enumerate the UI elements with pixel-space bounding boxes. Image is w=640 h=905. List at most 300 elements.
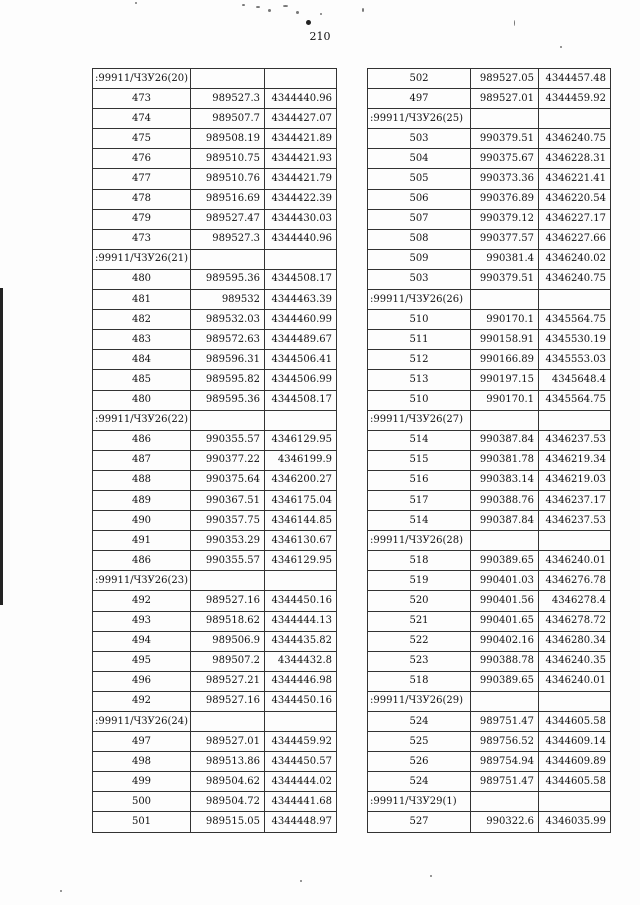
coordinate-row xyxy=(93,109,337,129)
point-number-cell: 514 xyxy=(368,511,471,531)
y-coordinate-cell: 4346035.99 xyxy=(539,812,611,832)
point-number-cell: 501 xyxy=(93,812,191,832)
x-coordinate-cell: 990353.29 xyxy=(191,531,265,551)
parcel-header-row xyxy=(368,109,611,129)
coordinate-row xyxy=(93,269,337,289)
point-number-cell: 514 xyxy=(368,430,471,450)
x-coordinate-cell: 990389.65 xyxy=(471,551,539,571)
x-coordinate-cell: 989527.01 xyxy=(191,732,265,752)
parcel-label: :99911/ЧЗУ26(20) xyxy=(93,69,191,89)
y-coordinate-cell: 4344457.48 xyxy=(539,69,611,89)
y-coordinate-cell: 4344605.58 xyxy=(539,712,611,732)
coordinate-row xyxy=(368,370,611,390)
coordinate-row xyxy=(368,712,611,732)
x-coordinate-cell: 990166.89 xyxy=(471,350,539,370)
coordinate-row xyxy=(368,189,611,209)
point-number-cell: 515 xyxy=(368,450,471,470)
x-coordinate-cell: 990355.57 xyxy=(191,430,265,450)
coordinate-row xyxy=(93,651,337,671)
x-coordinate-cell: 990402.16 xyxy=(471,631,539,651)
y-coordinate-cell: 4346220.54 xyxy=(539,189,611,209)
y-coordinate-cell: 4346227.66 xyxy=(539,229,611,249)
x-coordinate-cell: 989508.19 xyxy=(191,129,265,149)
y-coordinate-cell: 4346129.95 xyxy=(265,430,337,450)
empty-cell xyxy=(471,792,539,812)
parcel-label: :99911/ЧЗУ26(22) xyxy=(93,410,191,430)
y-coordinate-cell: 4344508.17 xyxy=(265,269,337,289)
point-number-cell: 508 xyxy=(368,229,471,249)
y-coordinate-cell: 4346199.9 xyxy=(265,450,337,470)
x-coordinate-cell: 989527.3 xyxy=(191,229,265,249)
y-coordinate-cell: 4345530.19 xyxy=(539,330,611,350)
y-coordinate-cell: 4346278.72 xyxy=(539,611,611,631)
parcel-label: :99911/ЧЗУ26(21) xyxy=(93,249,191,269)
coordinate-row xyxy=(93,691,337,711)
coordinate-row xyxy=(93,390,337,410)
x-coordinate-cell: 990379.51 xyxy=(471,269,539,289)
coordinate-row xyxy=(368,591,611,611)
y-coordinate-cell: 4344609.14 xyxy=(539,732,611,752)
coordinate-row xyxy=(368,470,611,490)
y-coordinate-cell: 4344444.02 xyxy=(265,772,337,792)
y-coordinate-cell: 4346237.53 xyxy=(539,430,611,450)
point-number-cell: 491 xyxy=(93,531,191,551)
x-coordinate-cell: 989532 xyxy=(191,290,265,310)
point-number-cell: 492 xyxy=(93,591,191,611)
x-coordinate-cell: 989595.82 xyxy=(191,370,265,390)
point-number-cell: 504 xyxy=(368,149,471,169)
y-coordinate-cell: 4346221.41 xyxy=(539,169,611,189)
coordinate-row xyxy=(93,149,337,169)
point-number-cell: 497 xyxy=(93,732,191,752)
point-number-cell: 474 xyxy=(93,109,191,129)
coordinate-row xyxy=(93,490,337,510)
x-coordinate-cell: 989527.16 xyxy=(191,691,265,711)
x-coordinate-cell: 989527.16 xyxy=(191,591,265,611)
empty-cell xyxy=(191,69,265,89)
x-coordinate-cell: 990388.78 xyxy=(471,651,539,671)
x-coordinate-cell: 990355.57 xyxy=(191,551,265,571)
y-coordinate-cell: 4346227.17 xyxy=(539,209,611,229)
point-number-cell: 486 xyxy=(93,430,191,450)
x-coordinate-cell: 990379.51 xyxy=(471,129,539,149)
x-coordinate-cell: 989507.2 xyxy=(191,651,265,671)
point-number-cell: 489 xyxy=(93,490,191,510)
x-coordinate-cell: 990170.1 xyxy=(471,390,539,410)
parcel-label: :99911/ЧЗУ26(28) xyxy=(368,531,471,551)
x-coordinate-cell: 990401.65 xyxy=(471,611,539,631)
coordinate-row xyxy=(368,229,611,249)
coordinate-row xyxy=(93,591,337,611)
coordinate-row xyxy=(368,390,611,410)
y-coordinate-cell: 4344440.96 xyxy=(265,89,337,109)
y-coordinate-cell: 4344430.03 xyxy=(265,209,337,229)
coordinates-table-right xyxy=(367,68,611,833)
x-coordinate-cell: 990381.4 xyxy=(471,249,539,269)
y-coordinate-cell: 4346200.27 xyxy=(265,470,337,490)
x-coordinate-cell: 990373.36 xyxy=(471,169,539,189)
point-number-cell: 485 xyxy=(93,370,191,390)
x-coordinate-cell: 989532.03 xyxy=(191,310,265,330)
point-number-cell: 503 xyxy=(368,129,471,149)
point-number-cell: 507 xyxy=(368,209,471,229)
x-coordinate-cell: 989595.36 xyxy=(191,390,265,410)
y-coordinate-cell: 4344421.93 xyxy=(265,149,337,169)
empty-cell xyxy=(539,290,611,310)
parcel-label: :99911/ЧЗУ26(27) xyxy=(368,410,471,430)
parcel-header-row xyxy=(93,712,337,732)
y-coordinate-cell: 4344432.8 xyxy=(265,651,337,671)
parcel-label: :99911/ЧЗУ26(25) xyxy=(368,109,471,129)
y-coordinate-cell: 4346237.17 xyxy=(539,490,611,510)
point-number-cell: 475 xyxy=(93,129,191,149)
empty-cell xyxy=(265,712,337,732)
coordinate-row xyxy=(368,249,611,269)
point-number-cell: 490 xyxy=(93,511,191,531)
y-coordinate-cell: 4344450.16 xyxy=(265,691,337,711)
point-number-cell: 496 xyxy=(93,671,191,691)
parcel-header-row xyxy=(93,69,337,89)
y-coordinate-cell: 4345553.03 xyxy=(539,350,611,370)
coordinate-row xyxy=(368,671,611,691)
y-coordinate-cell: 4345648.4 xyxy=(539,370,611,390)
x-coordinate-cell: 989596.31 xyxy=(191,350,265,370)
point-number-cell: 478 xyxy=(93,189,191,209)
x-coordinate-cell: 989527.21 xyxy=(191,671,265,691)
point-number-cell: 506 xyxy=(368,189,471,209)
y-coordinate-cell: 4344422.39 xyxy=(265,189,337,209)
coordinate-row xyxy=(93,189,337,209)
x-coordinate-cell: 990375.64 xyxy=(191,470,265,490)
point-number-cell: 509 xyxy=(368,249,471,269)
y-coordinate-cell: 4346129.95 xyxy=(265,551,337,571)
x-coordinate-cell: 990377.57 xyxy=(471,229,539,249)
x-coordinate-cell: 989572.63 xyxy=(191,330,265,350)
x-coordinate-cell: 990197.15 xyxy=(471,370,539,390)
x-coordinate-cell: 990377.22 xyxy=(191,450,265,470)
y-coordinate-cell: 4344446.98 xyxy=(265,671,337,691)
parcel-header-row xyxy=(93,249,337,269)
y-coordinate-cell: 4344459.92 xyxy=(539,89,611,109)
point-number-cell: 497 xyxy=(368,89,471,109)
page-number: 210 xyxy=(309,30,331,43)
parcel-header-row xyxy=(368,531,611,551)
coordinate-row xyxy=(93,671,337,691)
point-number-cell: 511 xyxy=(368,330,471,350)
x-coordinate-cell: 989751.47 xyxy=(471,772,539,792)
x-coordinate-cell: 990158.91 xyxy=(471,330,539,350)
x-coordinate-cell: 989527.01 xyxy=(471,89,539,109)
parcel-label: :99911/ЧЗУ26(29) xyxy=(368,691,471,711)
x-coordinate-cell: 990357.75 xyxy=(191,511,265,531)
point-number-cell: 525 xyxy=(368,732,471,752)
coordinate-row xyxy=(93,792,337,812)
coordinate-row xyxy=(368,310,611,330)
empty-cell xyxy=(191,571,265,591)
x-coordinate-cell: 990170.1 xyxy=(471,310,539,330)
coordinate-row xyxy=(368,511,611,531)
point-number-cell: 486 xyxy=(93,551,191,571)
coordinate-row xyxy=(93,330,337,350)
coordinates-table-left xyxy=(92,68,337,833)
coordinate-row xyxy=(93,209,337,229)
point-number-cell: 520 xyxy=(368,591,471,611)
y-coordinate-cell: 4346240.01 xyxy=(539,551,611,571)
empty-cell xyxy=(471,109,539,129)
point-number-cell: 519 xyxy=(368,571,471,591)
point-number-cell: 492 xyxy=(93,691,191,711)
coordinate-row xyxy=(93,631,337,651)
y-coordinate-cell: 4344444.13 xyxy=(265,611,337,631)
x-coordinate-cell: 990401.03 xyxy=(471,571,539,591)
coordinate-row xyxy=(93,310,337,330)
parcel-label: :99911/ЧЗУ26(23) xyxy=(93,571,191,591)
parcel-header-row xyxy=(93,571,337,591)
x-coordinate-cell: 989513.86 xyxy=(191,752,265,772)
point-number-cell: 476 xyxy=(93,149,191,169)
point-number-cell: 523 xyxy=(368,651,471,671)
point-number-cell: 500 xyxy=(93,792,191,812)
y-coordinate-cell: 4344421.89 xyxy=(265,129,337,149)
coordinate-row xyxy=(368,490,611,510)
empty-cell xyxy=(265,571,337,591)
point-number-cell: 524 xyxy=(368,772,471,792)
x-coordinate-cell: 990379.12 xyxy=(471,209,539,229)
y-coordinate-cell: 4346240.02 xyxy=(539,249,611,269)
coordinate-row xyxy=(93,450,337,470)
parcel-header-row xyxy=(368,792,611,812)
empty-cell xyxy=(471,691,539,711)
y-coordinate-cell: 4346228.31 xyxy=(539,149,611,169)
y-coordinate-cell: 4344506.99 xyxy=(265,370,337,390)
y-coordinate-cell: 4344435.82 xyxy=(265,631,337,651)
coordinate-row xyxy=(368,69,611,89)
empty-cell xyxy=(539,531,611,551)
x-coordinate-cell: 989504.72 xyxy=(191,792,265,812)
coordinate-row xyxy=(93,470,337,490)
coordinate-row xyxy=(368,571,611,591)
coordinate-row xyxy=(93,752,337,772)
coordinate-row xyxy=(368,651,611,671)
point-number-cell: 481 xyxy=(93,290,191,310)
point-number-cell: 494 xyxy=(93,631,191,651)
point-number-cell: 483 xyxy=(93,330,191,350)
point-number-cell: 524 xyxy=(368,712,471,732)
x-coordinate-cell: 990375.67 xyxy=(471,149,539,169)
coordinate-row xyxy=(93,531,337,551)
x-coordinate-cell: 990387.84 xyxy=(471,430,539,450)
parcel-header-row xyxy=(93,410,337,430)
point-number-cell: 499 xyxy=(93,772,191,792)
x-coordinate-cell: 989518.62 xyxy=(191,611,265,631)
y-coordinate-cell: 4344441.68 xyxy=(265,792,337,812)
coordinate-row xyxy=(368,430,611,450)
x-coordinate-cell: 989510.76 xyxy=(191,169,265,189)
point-number-cell: 480 xyxy=(93,390,191,410)
x-coordinate-cell: 990322.6 xyxy=(471,812,539,832)
x-coordinate-cell: 989504.62 xyxy=(191,772,265,792)
coordinate-row xyxy=(368,149,611,169)
coordinate-row xyxy=(93,611,337,631)
coordinate-row xyxy=(93,772,337,792)
x-coordinate-cell: 989751.47 xyxy=(471,712,539,732)
point-number-cell: 513 xyxy=(368,370,471,390)
y-coordinate-cell: 4344421.79 xyxy=(265,169,337,189)
y-coordinate-cell: 4344605.58 xyxy=(539,772,611,792)
x-coordinate-cell: 989756.52 xyxy=(471,732,539,752)
point-number-cell: 495 xyxy=(93,651,191,671)
y-coordinate-cell: 4344450.57 xyxy=(265,752,337,772)
empty-cell xyxy=(471,531,539,551)
empty-cell xyxy=(191,249,265,269)
parcel-label: :99911/ЧЗУ26(24) xyxy=(93,712,191,732)
y-coordinate-cell: 4346280.34 xyxy=(539,631,611,651)
point-number-cell: 473 xyxy=(93,89,191,109)
empty-cell xyxy=(539,410,611,430)
x-coordinate-cell: 989527.47 xyxy=(191,209,265,229)
point-number-cell: 512 xyxy=(368,350,471,370)
x-coordinate-cell: 990387.84 xyxy=(471,511,539,531)
coordinate-row xyxy=(93,370,337,390)
coordinate-row xyxy=(93,511,337,531)
coordinate-row xyxy=(368,89,611,109)
y-coordinate-cell: 4346240.75 xyxy=(539,129,611,149)
y-coordinate-cell: 4346130.67 xyxy=(265,531,337,551)
point-number-cell: 526 xyxy=(368,752,471,772)
coordinate-row xyxy=(93,290,337,310)
coordinate-row xyxy=(368,611,611,631)
point-number-cell: 477 xyxy=(93,169,191,189)
x-coordinate-cell: 989527.3 xyxy=(191,89,265,109)
y-coordinate-cell: 4344506.41 xyxy=(265,350,337,370)
coordinate-row xyxy=(368,812,611,832)
point-number-cell: 484 xyxy=(93,350,191,370)
coordinate-row xyxy=(93,89,337,109)
x-coordinate-cell: 989507.7 xyxy=(191,109,265,129)
y-coordinate-cell: 4344440.96 xyxy=(265,229,337,249)
y-coordinate-cell: 4344463.39 xyxy=(265,290,337,310)
point-number-cell: 527 xyxy=(368,812,471,832)
x-coordinate-cell: 990388.76 xyxy=(471,490,539,510)
scan-edge-bar xyxy=(0,288,3,605)
empty-cell xyxy=(539,792,611,812)
y-coordinate-cell: 4346240.35 xyxy=(539,651,611,671)
y-coordinate-cell: 4345564.75 xyxy=(539,390,611,410)
y-coordinate-cell: 4344609.89 xyxy=(539,752,611,772)
x-coordinate-cell: 989506.9 xyxy=(191,631,265,651)
y-coordinate-cell: 4346175.04 xyxy=(265,490,337,510)
point-number-cell: 510 xyxy=(368,390,471,410)
empty-cell xyxy=(191,410,265,430)
empty-cell xyxy=(265,69,337,89)
x-coordinate-cell: 989754.94 xyxy=(471,752,539,772)
empty-cell xyxy=(471,290,539,310)
coordinate-row xyxy=(93,430,337,450)
point-number-cell: 518 xyxy=(368,671,471,691)
coordinate-row xyxy=(368,551,611,571)
y-coordinate-cell: 4344427.07 xyxy=(265,109,337,129)
point-number-cell: 518 xyxy=(368,551,471,571)
point-number-cell: 505 xyxy=(368,169,471,189)
empty-cell xyxy=(539,691,611,711)
x-coordinate-cell: 989516.69 xyxy=(191,189,265,209)
y-coordinate-cell: 4346219.03 xyxy=(539,470,611,490)
coordinate-row xyxy=(368,169,611,189)
point-number-cell: 503 xyxy=(368,269,471,289)
x-coordinate-cell: 989510.75 xyxy=(191,149,265,169)
y-coordinate-cell: 4346240.75 xyxy=(539,269,611,289)
coordinate-row xyxy=(93,350,337,370)
parcel-label: :99911/ЧЗУ26(26) xyxy=(368,290,471,310)
coordinate-row xyxy=(93,551,337,571)
coordinate-row xyxy=(368,209,611,229)
point-number-cell: 473 xyxy=(93,229,191,249)
x-coordinate-cell: 990401.56 xyxy=(471,591,539,611)
coordinate-row xyxy=(368,772,611,792)
x-coordinate-cell: 990381.78 xyxy=(471,450,539,470)
coordinate-row xyxy=(368,732,611,752)
point-number-cell: 498 xyxy=(93,752,191,772)
empty-cell xyxy=(265,249,337,269)
coordinate-row xyxy=(93,169,337,189)
y-coordinate-cell: 4344508.17 xyxy=(265,390,337,410)
point-number-cell: 521 xyxy=(368,611,471,631)
y-coordinate-cell: 4346219.34 xyxy=(539,450,611,470)
coordinate-row xyxy=(368,350,611,370)
x-coordinate-cell: 990389.65 xyxy=(471,671,539,691)
point-number-cell: 517 xyxy=(368,490,471,510)
y-coordinate-cell: 4344459.92 xyxy=(265,732,337,752)
y-coordinate-cell: 4344460.99 xyxy=(265,310,337,330)
coordinate-row xyxy=(93,812,337,832)
empty-cell xyxy=(471,410,539,430)
point-number-cell: 479 xyxy=(93,209,191,229)
coordinate-row xyxy=(368,752,611,772)
coordinate-row xyxy=(368,129,611,149)
y-coordinate-cell: 4346144.85 xyxy=(265,511,337,531)
point-number-cell: 482 xyxy=(93,310,191,330)
y-coordinate-cell: 4346276.78 xyxy=(539,571,611,591)
y-coordinate-cell: 4345564.75 xyxy=(539,310,611,330)
y-coordinate-cell: 4346237.53 xyxy=(539,511,611,531)
point-number-cell: 516 xyxy=(368,470,471,490)
empty-cell xyxy=(191,712,265,732)
coordinate-row xyxy=(368,450,611,470)
parcel-label: :99911/ЧЗУ29(1) xyxy=(368,792,471,812)
y-coordinate-cell: 4344489.67 xyxy=(265,330,337,350)
x-coordinate-cell: 989515.05 xyxy=(191,812,265,832)
x-coordinate-cell: 990367.51 xyxy=(191,490,265,510)
y-coordinate-cell: 4346240.01 xyxy=(539,671,611,691)
x-coordinate-cell: 990383.14 xyxy=(471,470,539,490)
point-number-cell: 522 xyxy=(368,631,471,651)
y-coordinate-cell: 4346278.4 xyxy=(539,591,611,611)
coordinate-row xyxy=(93,229,337,249)
point-number-cell: 502 xyxy=(368,69,471,89)
coordinate-row xyxy=(368,330,611,350)
point-number-cell: 488 xyxy=(93,470,191,490)
y-coordinate-cell: 4344450.16 xyxy=(265,591,337,611)
point-number-cell: 510 xyxy=(368,310,471,330)
coordinate-row xyxy=(93,732,337,752)
coordinate-row xyxy=(368,269,611,289)
parcel-header-row xyxy=(368,691,611,711)
coordinate-row xyxy=(93,129,337,149)
empty-cell xyxy=(265,410,337,430)
x-coordinate-cell: 989595.36 xyxy=(191,269,265,289)
point-number-cell: 493 xyxy=(93,611,191,631)
coordinate-row xyxy=(368,631,611,651)
